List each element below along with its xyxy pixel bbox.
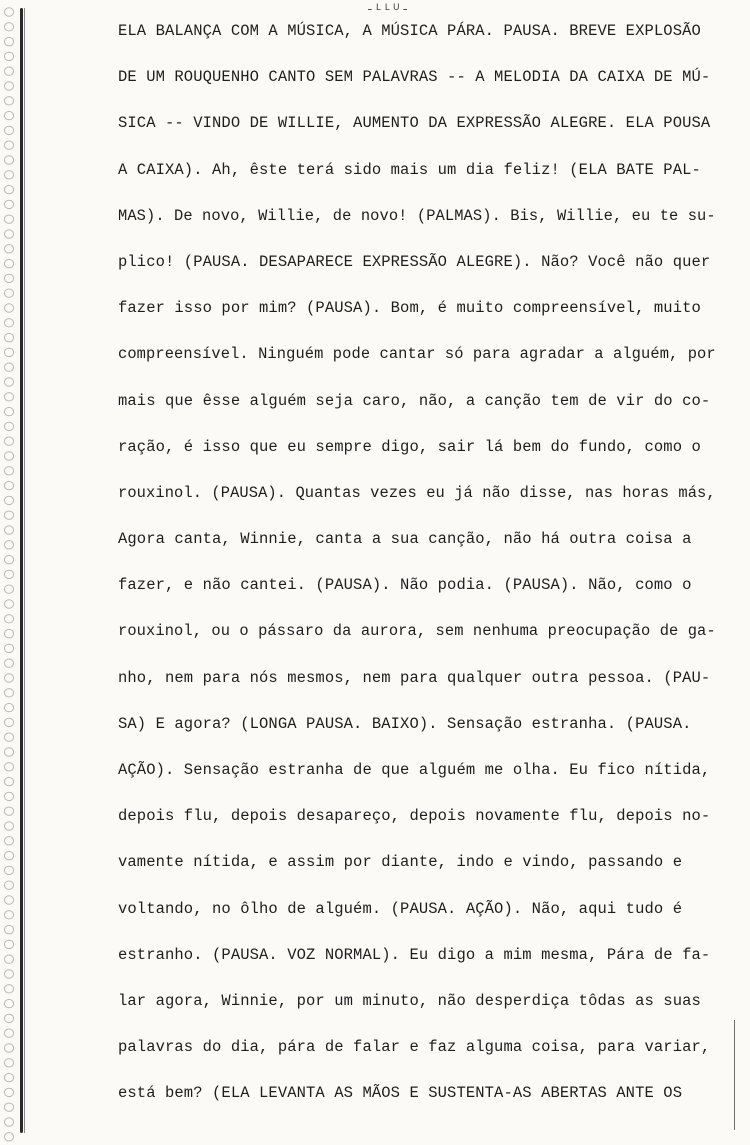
sprocket-hole xyxy=(4,600,13,608)
text-line: ração, é isso que eu sempre digo, sair lá bem do fundo, como o xyxy=(118,437,701,456)
sprocket-hole xyxy=(4,718,13,726)
sprocket-hole xyxy=(4,23,13,31)
sprocket-hole xyxy=(4,452,13,460)
sprocket-hole xyxy=(4,1014,13,1022)
text-line: A CAIXA). Ah, êste terá sido mais um dia feliz! (ELA BATE PAL- xyxy=(118,160,701,179)
sprocket-hole xyxy=(4,526,13,534)
page-number: -ᴸᴸᵁ- xyxy=(366,2,411,17)
sprocket-hole xyxy=(4,1029,13,1037)
sprocket-hole xyxy=(4,629,13,637)
sprocket-hole xyxy=(4,541,13,549)
text-line: plico! (PAUSA. DESAPARECE EXPRESSÃO ALEGRE). Não? Você não quer xyxy=(118,252,711,271)
sprocket-hole xyxy=(4,171,13,179)
sprocket-hole xyxy=(4,126,13,134)
sprocket-hole xyxy=(4,274,13,282)
sprocket-hole xyxy=(4,644,13,652)
sprocket-hole xyxy=(4,97,13,105)
sprocket-hole xyxy=(4,792,13,800)
sprocket-hole xyxy=(4,733,13,741)
sprocket-hole xyxy=(4,940,13,948)
sprocket-hole xyxy=(4,407,13,415)
text-line: fazer, e não cantei. (PAUSA). Não podia. (PAUSA). Não, como o xyxy=(118,576,692,595)
text-line: está bem? (ELA LEVANTA AS MÃOS E SUSTENTA-AS ABERTAS ANTE OS xyxy=(118,1084,683,1103)
sprocket-hole xyxy=(4,437,13,445)
sprocket-hole xyxy=(4,467,13,475)
text-line: rouxinol. (PAUSA). Quantas vezes eu já não disse, nas horas más, xyxy=(118,483,716,502)
sprocket-hole xyxy=(4,896,13,904)
sprocket-hole xyxy=(4,955,13,963)
sprocket-hole xyxy=(4,1044,13,1052)
sprocket-hole xyxy=(4,585,13,593)
text-line: Agora canta, Winnie, canta a sua canção, não há outra coisa a xyxy=(118,530,692,549)
sprocket-hole xyxy=(4,378,13,386)
text-line: vamente nítida, e assim por diante, indo e vindo, passando e xyxy=(118,853,683,872)
text-line: rouxinol, ou o pássaro da aurora, sem nenhuma preocupação de ga- xyxy=(118,622,716,641)
text-line: SA) E agora? (LONGA PAUSA. BAIXO). Sensação estranha. (PAUSA. xyxy=(118,714,692,733)
sprocket-hole xyxy=(4,111,13,119)
sprocket-hole xyxy=(4,481,13,489)
sprocket-hole xyxy=(4,1133,13,1141)
sprocket-hole xyxy=(4,555,13,563)
text-line: SICA -- VINDO DE WILLIE, AUMENTO DA EXPRESSÃO ALEGRE. ELA POUSA xyxy=(118,114,711,133)
sprocket-hole xyxy=(4,837,13,845)
sprocket-hole xyxy=(4,185,13,193)
text-line: compreensível. Ninguém pode cantar só para agradar a alguém, por xyxy=(118,345,716,364)
text-line: depois flu, depois desapareço, depois novamente flu, depois no- xyxy=(118,807,711,826)
sprocket-hole xyxy=(4,999,13,1007)
sprocket-hole xyxy=(4,925,13,933)
sprocket-hole xyxy=(4,911,13,919)
sprocket-hole xyxy=(4,200,13,208)
tractor-edge-line-thin xyxy=(24,8,25,1133)
sprocket-hole xyxy=(4,570,13,578)
sprocket-hole xyxy=(4,881,13,889)
text-line: lar agora, Winnie, por um minuto, não desperdiça tôdas as suas xyxy=(118,991,701,1010)
sprocket-hole xyxy=(4,422,13,430)
sprocket-hole xyxy=(4,319,13,327)
sprocket-hole xyxy=(4,1073,13,1081)
tractor-edge-line xyxy=(20,8,23,1133)
sprocket-hole xyxy=(4,52,13,60)
sprocket-hole xyxy=(4,615,13,623)
sprocket-hole xyxy=(4,763,13,771)
sprocket-hole xyxy=(4,1088,13,1096)
sprocket-hole xyxy=(4,67,13,75)
sprocket-hole xyxy=(4,141,13,149)
sprocket-hole xyxy=(4,37,13,45)
sprocket-hole xyxy=(4,748,13,756)
sprocket-hole xyxy=(4,496,13,504)
sprocket-hole xyxy=(4,970,13,978)
sprocket-hole xyxy=(4,8,13,16)
sprocket-hole xyxy=(4,230,13,238)
sprocket-hole xyxy=(4,703,13,711)
right-margin-line xyxy=(734,1020,735,1130)
text-line: palavras do dia, pára de falar e faz alguma coisa, para variar, xyxy=(118,1038,711,1057)
sprocket-hole xyxy=(4,333,13,341)
text-line: DE UM ROUQUENHO CANTO SEM PALAVRAS -- A MELODIA DA CAIXA DE MÚ- xyxy=(118,68,711,87)
text-line: fazer isso por mim? (PAUSA). Bom, é muito compreensível, muito xyxy=(118,299,701,318)
text-line: nho, nem para nós mesmos, nem para qualquer outra pessoa. (PAU- xyxy=(118,668,711,687)
sprocket-hole xyxy=(4,674,13,682)
sprocket-hole xyxy=(4,689,13,697)
text-line: voltando, no ôlho de alguém. (PAUSA. AÇÃO). Não, aqui tudo é xyxy=(118,899,683,918)
sprocket-hole xyxy=(4,511,13,519)
sprocket-hole xyxy=(4,245,13,253)
sprocket-hole xyxy=(4,348,13,356)
sprocket-hole xyxy=(4,822,13,830)
text-line: estranho. (PAUSA. VOZ NORMAL). Eu digo a mim mesma, Pára de fa- xyxy=(118,945,711,964)
sprocket-hole xyxy=(4,1103,13,1111)
sprocket-hole xyxy=(4,851,13,859)
sprocket-hole xyxy=(4,985,13,993)
text-line: ELA BALANÇA COM A MÚSICA, A MÚSICA PÁRA. PAUSA. BREVE EXPLOSÃO xyxy=(118,22,701,40)
script-text xyxy=(118,18,718,1127)
sprocket-hole xyxy=(4,289,13,297)
sprocket-hole xyxy=(4,156,13,164)
text-line: mais que êsse alguém seja caro, não, a canção tem de vir do co- xyxy=(118,391,711,410)
sprocket-hole xyxy=(4,659,13,667)
sprocket-hole xyxy=(4,807,13,815)
sprocket-holes xyxy=(2,2,16,1142)
sprocket-hole xyxy=(4,777,13,785)
sprocket-hole xyxy=(4,866,13,874)
sprocket-hole xyxy=(4,363,13,371)
sprocket-hole xyxy=(4,1118,13,1126)
sprocket-hole xyxy=(4,82,13,90)
sprocket-hole xyxy=(4,1059,13,1067)
text-line: AÇÃO). Sensação estranha de que alguém me olha. Eu fico nítida, xyxy=(118,761,711,779)
sprocket-hole xyxy=(4,215,13,223)
sprocket-hole xyxy=(4,304,13,312)
sprocket-hole xyxy=(4,259,13,267)
text-line: MAS). De novo, Willie, de novo! (PALMAS). Bis, Willie, eu te su- xyxy=(118,206,716,225)
sprocket-hole xyxy=(4,393,13,401)
